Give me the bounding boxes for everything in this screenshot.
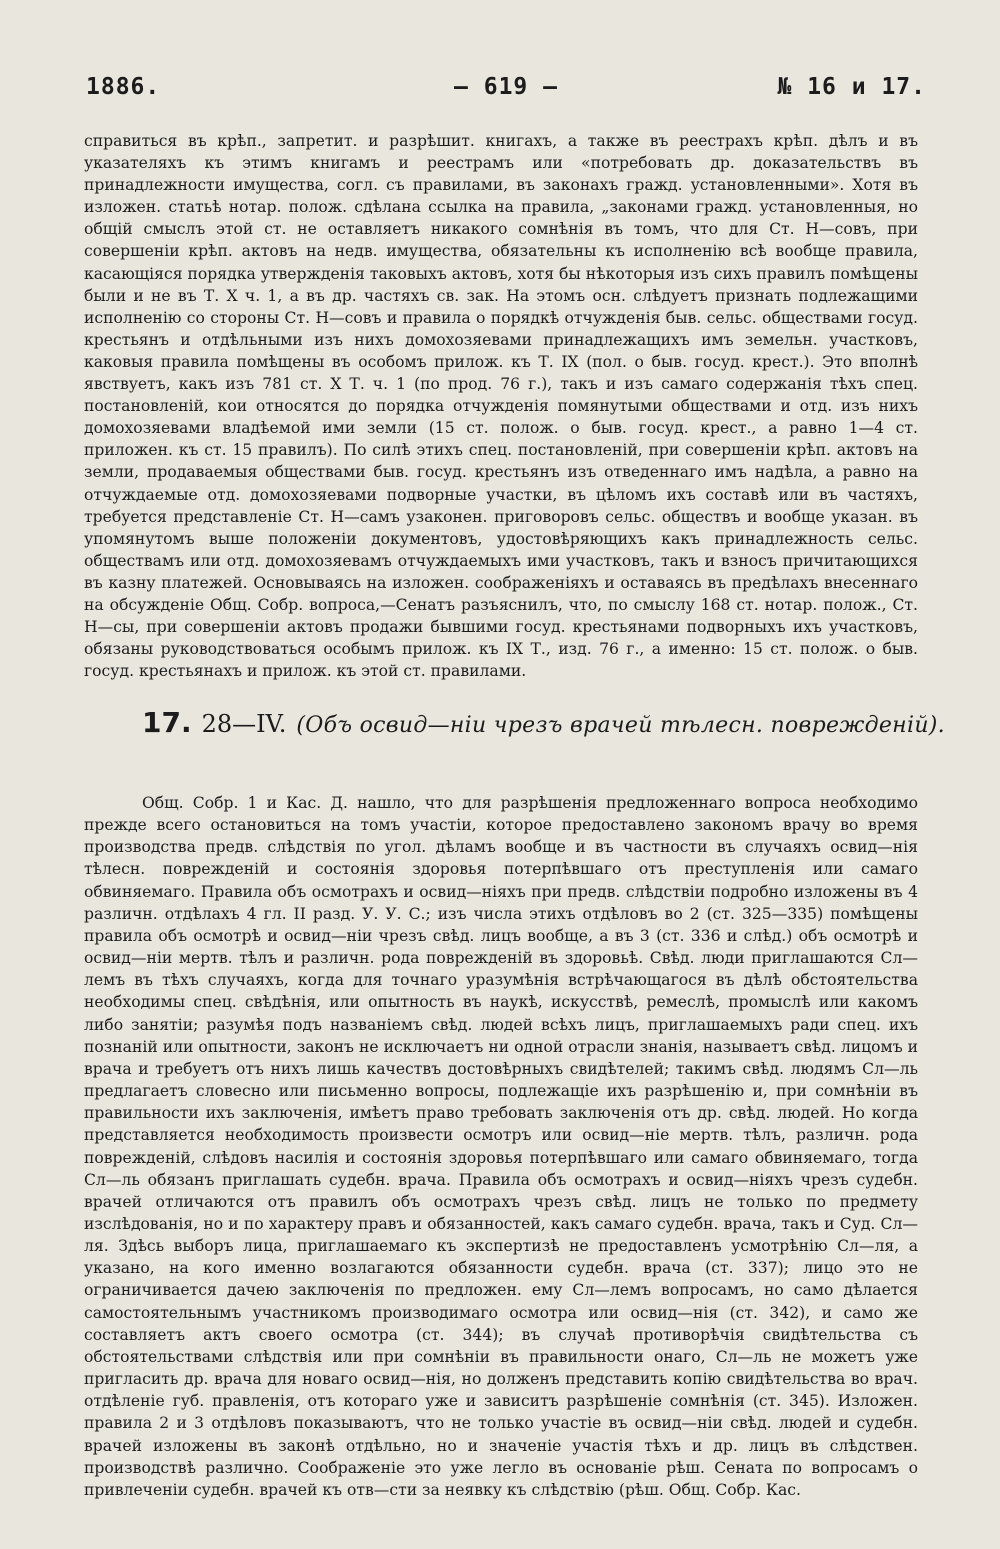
section-text-block [84,792,918,1501]
section-number: 17. [142,706,192,739]
header-year: 1886. [86,74,161,100]
section-title: (Объ освид—ніи чрезъ врачей тѣлесн. поврежденій). [296,713,945,738]
page-header [86,74,926,114]
continued-paragraph: справиться въ крѣп., запретит. и разрѣшит. книгахъ, а также въ реестрахъ крѣп. дѣлъ и въ указателяхъ къ этимъ книгамъ и реестрамъ или «потребовать др. доказательствъ въ принадлежности имущества, согл. съ правилами, въ законахъ гражд. установленными». Хотя въ изложен. статьѣ нотар. полож. сдѣлана ссылка на правила, „законами гражд. установленныя, но общій смыслъ этой ст. не оставляетъ никакого сомнѣнія въ томъ, что для Ст. Н—совъ, при совершеніи крѣп. актовъ на недв. имущества, обязательны къ исполненію всѣ вообще правила, касающіяся порядка утвержденія таковыхъ актовъ, хотя бы нѣкоторыя изъ сихъ правилъ помѣщены были и не въ Т. X ч. 1, а въ др. частяхъ св. зак. На этомъ осн. слѣдуетъ признать подлежащими исполненію со стороны Ст. Н—совъ и правила о порядкѣ отчужденія быв. сельс. обществами госуд. крестьянъ и отдѣльными изъ нихъ домохозяевами принадлежащихъ имъ земельн. участковъ, каковыя правила помѣщены въ особомъ прилож. къ Т. IX (пол. о быв. госуд. крест.). Это вполнѣ явствуетъ, какъ изъ 781 ст. X Т. ч. 1 (по прод. 76 г.), такъ и изъ самаго содержанія тѣхъ спец. постановленій, кои относятся до порядка отчужденія помянутыми обществами и отд. изъ нихъ домохозяевами владѣемой ими земли (15 ст. полож. о быв. госуд. крест., а равно 1—4 ст. приложен. къ ст. 15 правилъ). По силѣ этихъ спец. постановленій, при совершеніи крѣп. актовъ на земли, продаваемыя обществами быв. госуд. крестьянъ изъ отведеннаго имъ надѣла, а равно на отчуждаемые отд. домохозяевами подворные участки, въ цѣломъ ихъ составѣ или въ частяхъ, требуется представленіе Ст. Н—самъ узаконен. приговоровъ сельс. обществъ и вообще указан. въ упомянутомъ выше положеніи документовъ, удостовѣряющихъ какъ принадлежность сельс. обществамъ или отд. домохозяевамъ отчуждаемыхъ ими участковъ, такъ и взносъ причитающихся въ казну платежей. Основываясь на изложен. соображеніяхъ и оставаясь въ предѣлахъ внесеннаго на обсужденіе Общ. Собр. вопроса,—Сенатъ разъяснилъ, что, по смыслу 168 ст. нотар. полож., Ст. Н—сы, при совершеніи актовъ продажи бывшими госуд. крестьянами подворныхъ ихъ участковъ, обязаны руководствоваться особымъ прилож. къ IX Т., изд. 76 г., а именно: 15 ст. полож. о быв. госуд. крестьянахъ и прилож. къ этой ст. правилами. [84,132,918,681]
header-page-number: — 619 — [454,74,558,100]
section-paragraph: Общ. Собр. 1 и Кас. Д. нашло, что для разрѣшенія предложеннаго вопроса необходимо прежде всего остановиться на томъ участіи, которое предоставлено закономъ врачу во время производства предв. слѣдствія по угол. дѣламъ вообще и въ частности въ случаяхъ освид—нія тѣлесн. поврежденій и состоянія здоровья потерпѣвшаго отъ преступленія или самаго обвиняемаго. Правила объ осмотрахъ и освид—ніяхъ при предв. слѣдствіи подробно изложены въ 4 различн. отдѣлахъ 4 гл. II разд. У. У. С.; изъ числа этихъ отдѣловъ во 2 (ст. 325—335) помѣщены правила объ осмотрѣ и освид—ніи чрезъ свѣд. лицъ вообще, а въ 3 (ст. 336 и слѣд.) объ осмотрѣ и освид—ніи мертв. тѣлъ и различн. рода поврежденій въ здоровьѣ. Свѣд. люди приглашаются Сл—лемъ въ тѣхъ случаяхъ, когда для точнаго уразумѣнія встрѣчающагося въ дѣлѣ обстоятельства необходимы спец. свѣдѣнія, или опытность въ наукѣ, искусствѣ, ремеслѣ, промыслѣ или какомъ либо занятіи; разумѣя подъ названіемъ свѣд. людей всѣхъ лицъ, приглашаемыхъ ради спец. ихъ познаній или опытности, законъ не исключаетъ ни одной отрасли знанія, называетъ свѣд. лицомъ и врача и требуетъ отъ нихъ лишь качествъ достовѣрныхъ свидѣтелей; такимъ свѣд. людямъ Сл—ль предлагаетъ словесно или письменно вопросы, подлежащіе ихъ разрѣшенію и, при сомнѣніи въ правильности ихъ заключенія, имѣетъ право требовать заключенія отъ др. свѣд. людей. Но когда представляется необходимость произвести осмотръ или освид—ніе мертв. тѣлъ, различн. рода поврежденій, слѣдовъ насилія и состоянія здоровья потерпѣвшаго или самаго обвиняемаго, тогда Сл—ль обязанъ приглашать судебн. врача. Правила объ осмотрахъ и освид—ніяхъ чрезъ судебн. врачей отличаются отъ правилъ объ осмотрахъ чрезъ свѣд. лицъ не только по предмету изслѣдованія, но и по характеру правъ и обязанностей, какъ самаго судебн. врача, такъ и Суд. Сл—ля. Здѣсь выборъ лица, приглашаемаго къ экспертизѣ не предоставленъ усмотрѣнію Сл—ля, а указано, на кого именно возлагаются обязанности судебн. врача (ст. 337); лицо это не ограничивается дачею заключенія по предложен. ему Сл—лемъ вопросамъ, но само дѣлается самостоятельнымъ участникомъ производимаго осмотра или освид—нія (ст. 342), и само же составляетъ актъ своего осмотра (ст. 344); въ случаѣ противорѣчія свидѣтельства съ обстоятельствами слѣдствія или при сомнѣніи въ правильности онаго, Сл—ль не можетъ уже пригласить др. врача для новаго освид—нія, но долженъ представить копію свидѣтельства во врач. отдѣленіе губ. правленія, отъ котораго уже и зависитъ разрѣшеніе сомнѣнія (ст. 345). Изложен. правила 2 и 3 отдѣловъ показываютъ, что не только участіе въ освид—ніи свѣд. людей и судебн. врачей изложены въ законѣ отдѣльно, но и значеніе участія тѣхъ и др. лицъ въ слѣдствен. производствѣ различно. Соображеніе это уже легло въ основаніе рѣш. Сената по вопросамъ о привлеченіи судебн. врачей къ отв—сти за неявку къ слѣдствію (рѣш. Общ. Собр. Кас. [84,794,918,1499]
section-date: 28—IV. [201,710,287,738]
header-issue-number: № 16 и 17. [777,74,926,100]
continued-text-block [84,130,918,682]
section-heading [142,706,945,746]
